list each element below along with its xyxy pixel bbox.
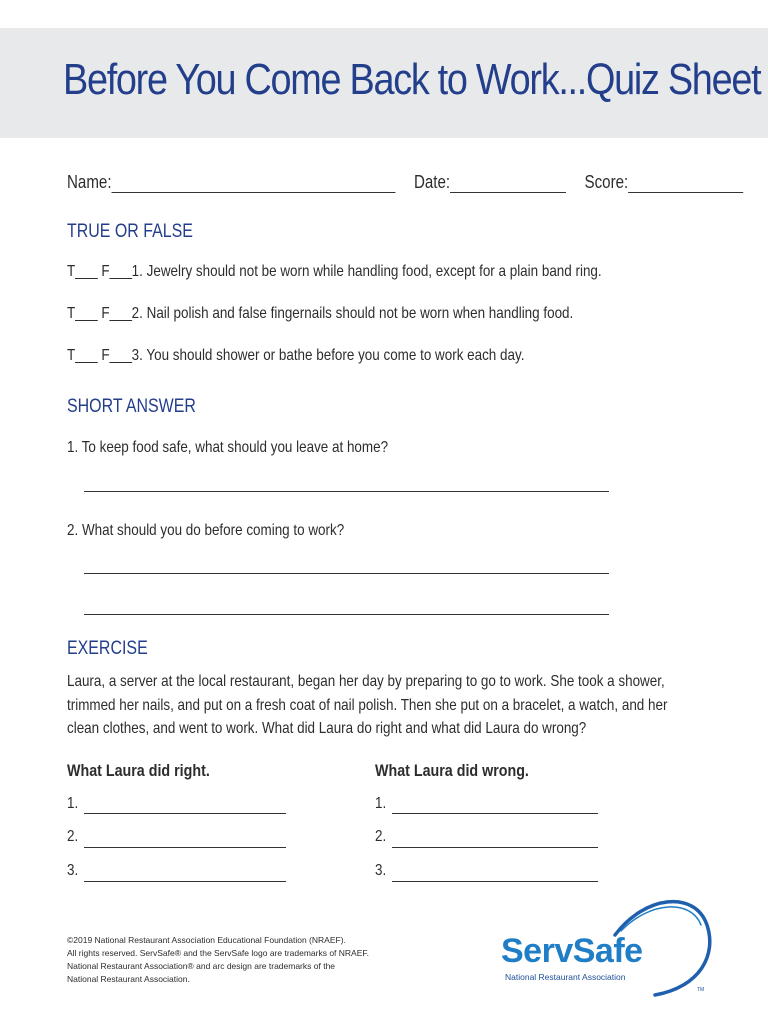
answer-line-2[interactable] [84,573,609,574]
copyright-line: National Restaurant Association. [67,974,190,984]
tf-statement: 1. Jewelry should not be worn while handling food, except for a plain band ring. [131,263,602,280]
wrong-answer-line-3[interactable] [392,881,598,882]
score-label: Score: [584,172,629,192]
name-blank[interactable] [112,174,396,193]
copyright-line: All rights reserved. ServSafe® and the ServSafe logo are trademarks of NRAEF. [67,948,370,958]
score-field[interactable] [585,172,744,193]
date-field[interactable] [414,172,566,193]
item-number: 3. [67,862,79,879]
item-number: 2. [375,828,387,845]
short-answer-heading: SHORT ANSWER [67,396,196,417]
tf-answer-marker[interactable]: T___ F___ [67,347,133,364]
logo-tagline: National Restaurant Association [505,972,626,982]
tf-answer-marker[interactable]: T___ F___ [67,305,133,322]
logo-trademark: TM [697,987,705,993]
right-item-3 [67,862,78,880]
short-answer-question-2: 2. What should you do before coming to work? [67,522,345,539]
true-false-heading: TRUE OR FALSE [67,221,193,242]
tf-statement: 2. Nail polish and false fingernails should not be worn when handling food. [131,305,574,322]
tf-statement: 3. You should shower or bathe before you come to work each day. [131,347,525,364]
right-item-2 [67,828,78,846]
right-answer-line-3[interactable] [84,881,286,882]
wrong-answer-line-2[interactable] [392,847,598,848]
date-blank[interactable] [450,174,566,193]
name-label: Name: [67,172,112,192]
item-number: 1. [67,795,79,812]
copyright-notice [67,934,467,986]
right-column-heading: What Laura did right. [67,761,210,780]
wrong-column-heading: What Laura did wrong. [375,761,529,780]
answer-line-1[interactable] [84,491,609,492]
right-answer-line-1[interactable] [84,813,286,814]
right-item-1 [67,795,78,813]
score-blank[interactable] [628,174,743,193]
copyright-line: ©2019 National Restaurant Association Educational Foundation (NRAEF). [67,935,346,945]
wrong-item-1 [375,795,386,813]
page-title: Before You Come Back to Work...Quiz Sheet [63,55,761,104]
right-answer-line-2[interactable] [84,847,286,848]
date-label: Date: [413,172,451,192]
wrong-answer-line-1[interactable] [392,813,598,814]
item-number: 2. [67,828,79,845]
exercise-paragraph: Laura, a server at the local restaurant, began her day by preparing to go to work. She took a shower, trimmed her nails, and put on a fresh coat of nail polish. Then she put on a bracelet, a watch, and her clean clothes, and went to work. What did Laura do right and what did Laura do wrong? [67,673,668,737]
tf-item-3 [67,347,524,365]
item-number: 1. [375,795,387,812]
wrong-item-2 [375,828,386,846]
tf-item-2 [67,305,573,323]
header-fields [67,172,743,193]
item-number: 3. [375,862,387,879]
answer-line-3[interactable] [84,614,609,615]
short-answer-question-1: 1. To keep food safe, what should you leave at home? [67,439,389,456]
tf-answer-marker[interactable]: T___ F___ [67,263,133,280]
logo-wordmark: ServSafe [501,932,643,970]
name-field[interactable] [67,172,395,193]
wrong-item-3 [375,862,386,880]
exercise-heading: EXERCISE [67,638,148,659]
copyright-line: National Restaurant Association® and arc design are trademarks of the [67,961,336,971]
servsafe-logo [495,895,715,1005]
tf-item-1 [67,263,602,281]
